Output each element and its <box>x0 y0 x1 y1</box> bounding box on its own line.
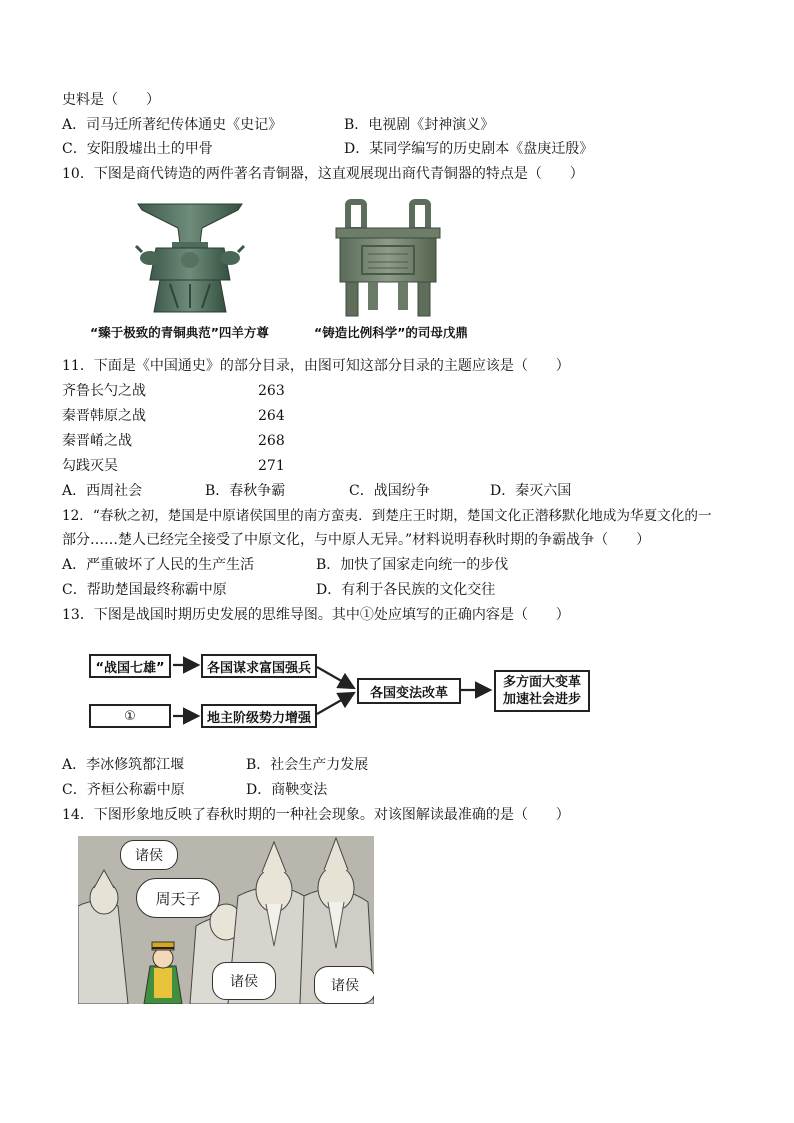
q9-option-d[interactable]: D．某同学编写的历史剧本《盘庚迁殷》 <box>344 141 594 157</box>
q11-toc-title-1: 齐鲁长勺之战 <box>62 383 146 399</box>
q12-option-d[interactable]: D．有利于各民族的文化交往 <box>316 582 496 598</box>
q12-option-b[interactable]: B．加快了国家走向统一的步伐 <box>316 557 509 573</box>
q11-toc-title-3: 秦晋崤之战 <box>62 433 132 449</box>
q9-stem-end: 史料是（ ） <box>62 92 160 108</box>
q10-caption-left: “臻于极致的青铜典范”四羊方尊 <box>90 325 269 340</box>
speech-bubble-lord-2: 诸侯 <box>212 962 276 1000</box>
q13-stem: 13．下图是战国时期历史发展的思维导图。其中①处应填写的正确内容是（ ） <box>62 607 570 623</box>
q11-toc-page-4: 271 <box>258 458 285 474</box>
q14-stem: 14．下图形象地反映了春秋时期的一种社会现象。对该图解读最准确的是（ ） <box>62 807 570 823</box>
q11-option-b[interactable]: B．春秋争霸 <box>205 483 286 499</box>
q12-option-a[interactable]: A．严重破坏了人民的生产生活 <box>62 557 255 573</box>
q13-option-b[interactable]: B．社会生产力发展 <box>246 757 369 773</box>
q10-stem: 10．下图是商代铸造的两件著名青铜器，这直观展现出商代青铜器的特点是（ ） <box>62 166 584 182</box>
mind-map-blank-box[interactable]: ① <box>89 704 171 728</box>
q9-option-c[interactable]: C．安阳殷墟出土的甲骨 <box>62 141 213 157</box>
mind-map-result-line1: 多方面大变革 <box>502 675 581 690</box>
q11-stem: 11．下面是《中国通史》的部分目录，由图可知这部分目录的主题应该是（ ） <box>62 358 570 374</box>
q9-option-b[interactable]: B．电视剧《封神演义》 <box>344 117 495 133</box>
q11-toc-title-2: 秦晋韩原之战 <box>62 408 146 424</box>
q11-option-a[interactable]: A．西周社会 <box>62 483 143 499</box>
speech-bubble-lord-3: 诸侯 <box>314 966 374 1004</box>
mind-map-result-box <box>494 670 590 712</box>
mind-map-landlord-box: 地主阶级势力增强 <box>201 704 317 728</box>
q12-stem-line1: 12．“春秋之初，楚国是中原诸侯国里的南方蛮夷．到楚庄王时期，楚国文化正潜移默化地成为华夏文化的一 <box>62 508 712 524</box>
q12-option-c[interactable]: C．帮助楚国最终称霸中原 <box>62 582 227 598</box>
q11-toc-page-2: 264 <box>258 408 285 424</box>
q13-option-c[interactable]: C．齐桓公称霸中原 <box>62 782 185 798</box>
q9-option-a[interactable]: A．司马迁所著纪传体通史《史记》 <box>62 117 283 133</box>
q11-toc-page-1: 263 <box>258 383 285 399</box>
mind-map-wealth-power-box: 各国谋求富国强兵 <box>201 654 317 678</box>
q13-option-a[interactable]: A．李冰修筑都江堰 <box>62 757 185 773</box>
mind-map-reform-box: 各国变法改革 <box>357 678 461 704</box>
speech-bubble-lord-1: 诸侯 <box>120 840 178 870</box>
q13-option-d[interactable]: D．商鞅变法 <box>246 782 328 798</box>
q11-option-c[interactable]: C．战国纷争 <box>349 483 430 499</box>
q10-caption-right: “铸造比例科学”的司母戊鼎 <box>314 325 468 340</box>
q11-toc-page-3: 268 <box>258 433 285 449</box>
mind-map-result-line2: 加速社会进步 <box>502 692 581 707</box>
q11-option-d[interactable]: D．秦灭六国 <box>490 483 572 499</box>
q14-cartoon <box>78 836 374 1004</box>
q12-stem-line2: 部分……楚人已经完全接受了中原文化，与中原人无异。”材料说明春秋时期的争霸战争（ ） <box>62 532 651 548</box>
mind-map-seven-states-box: “战国七雄” <box>89 654 171 678</box>
speech-bubble-zhou-king: 周天子 <box>136 878 220 918</box>
q11-toc-title-4: 勾践灭吴 <box>62 458 118 474</box>
